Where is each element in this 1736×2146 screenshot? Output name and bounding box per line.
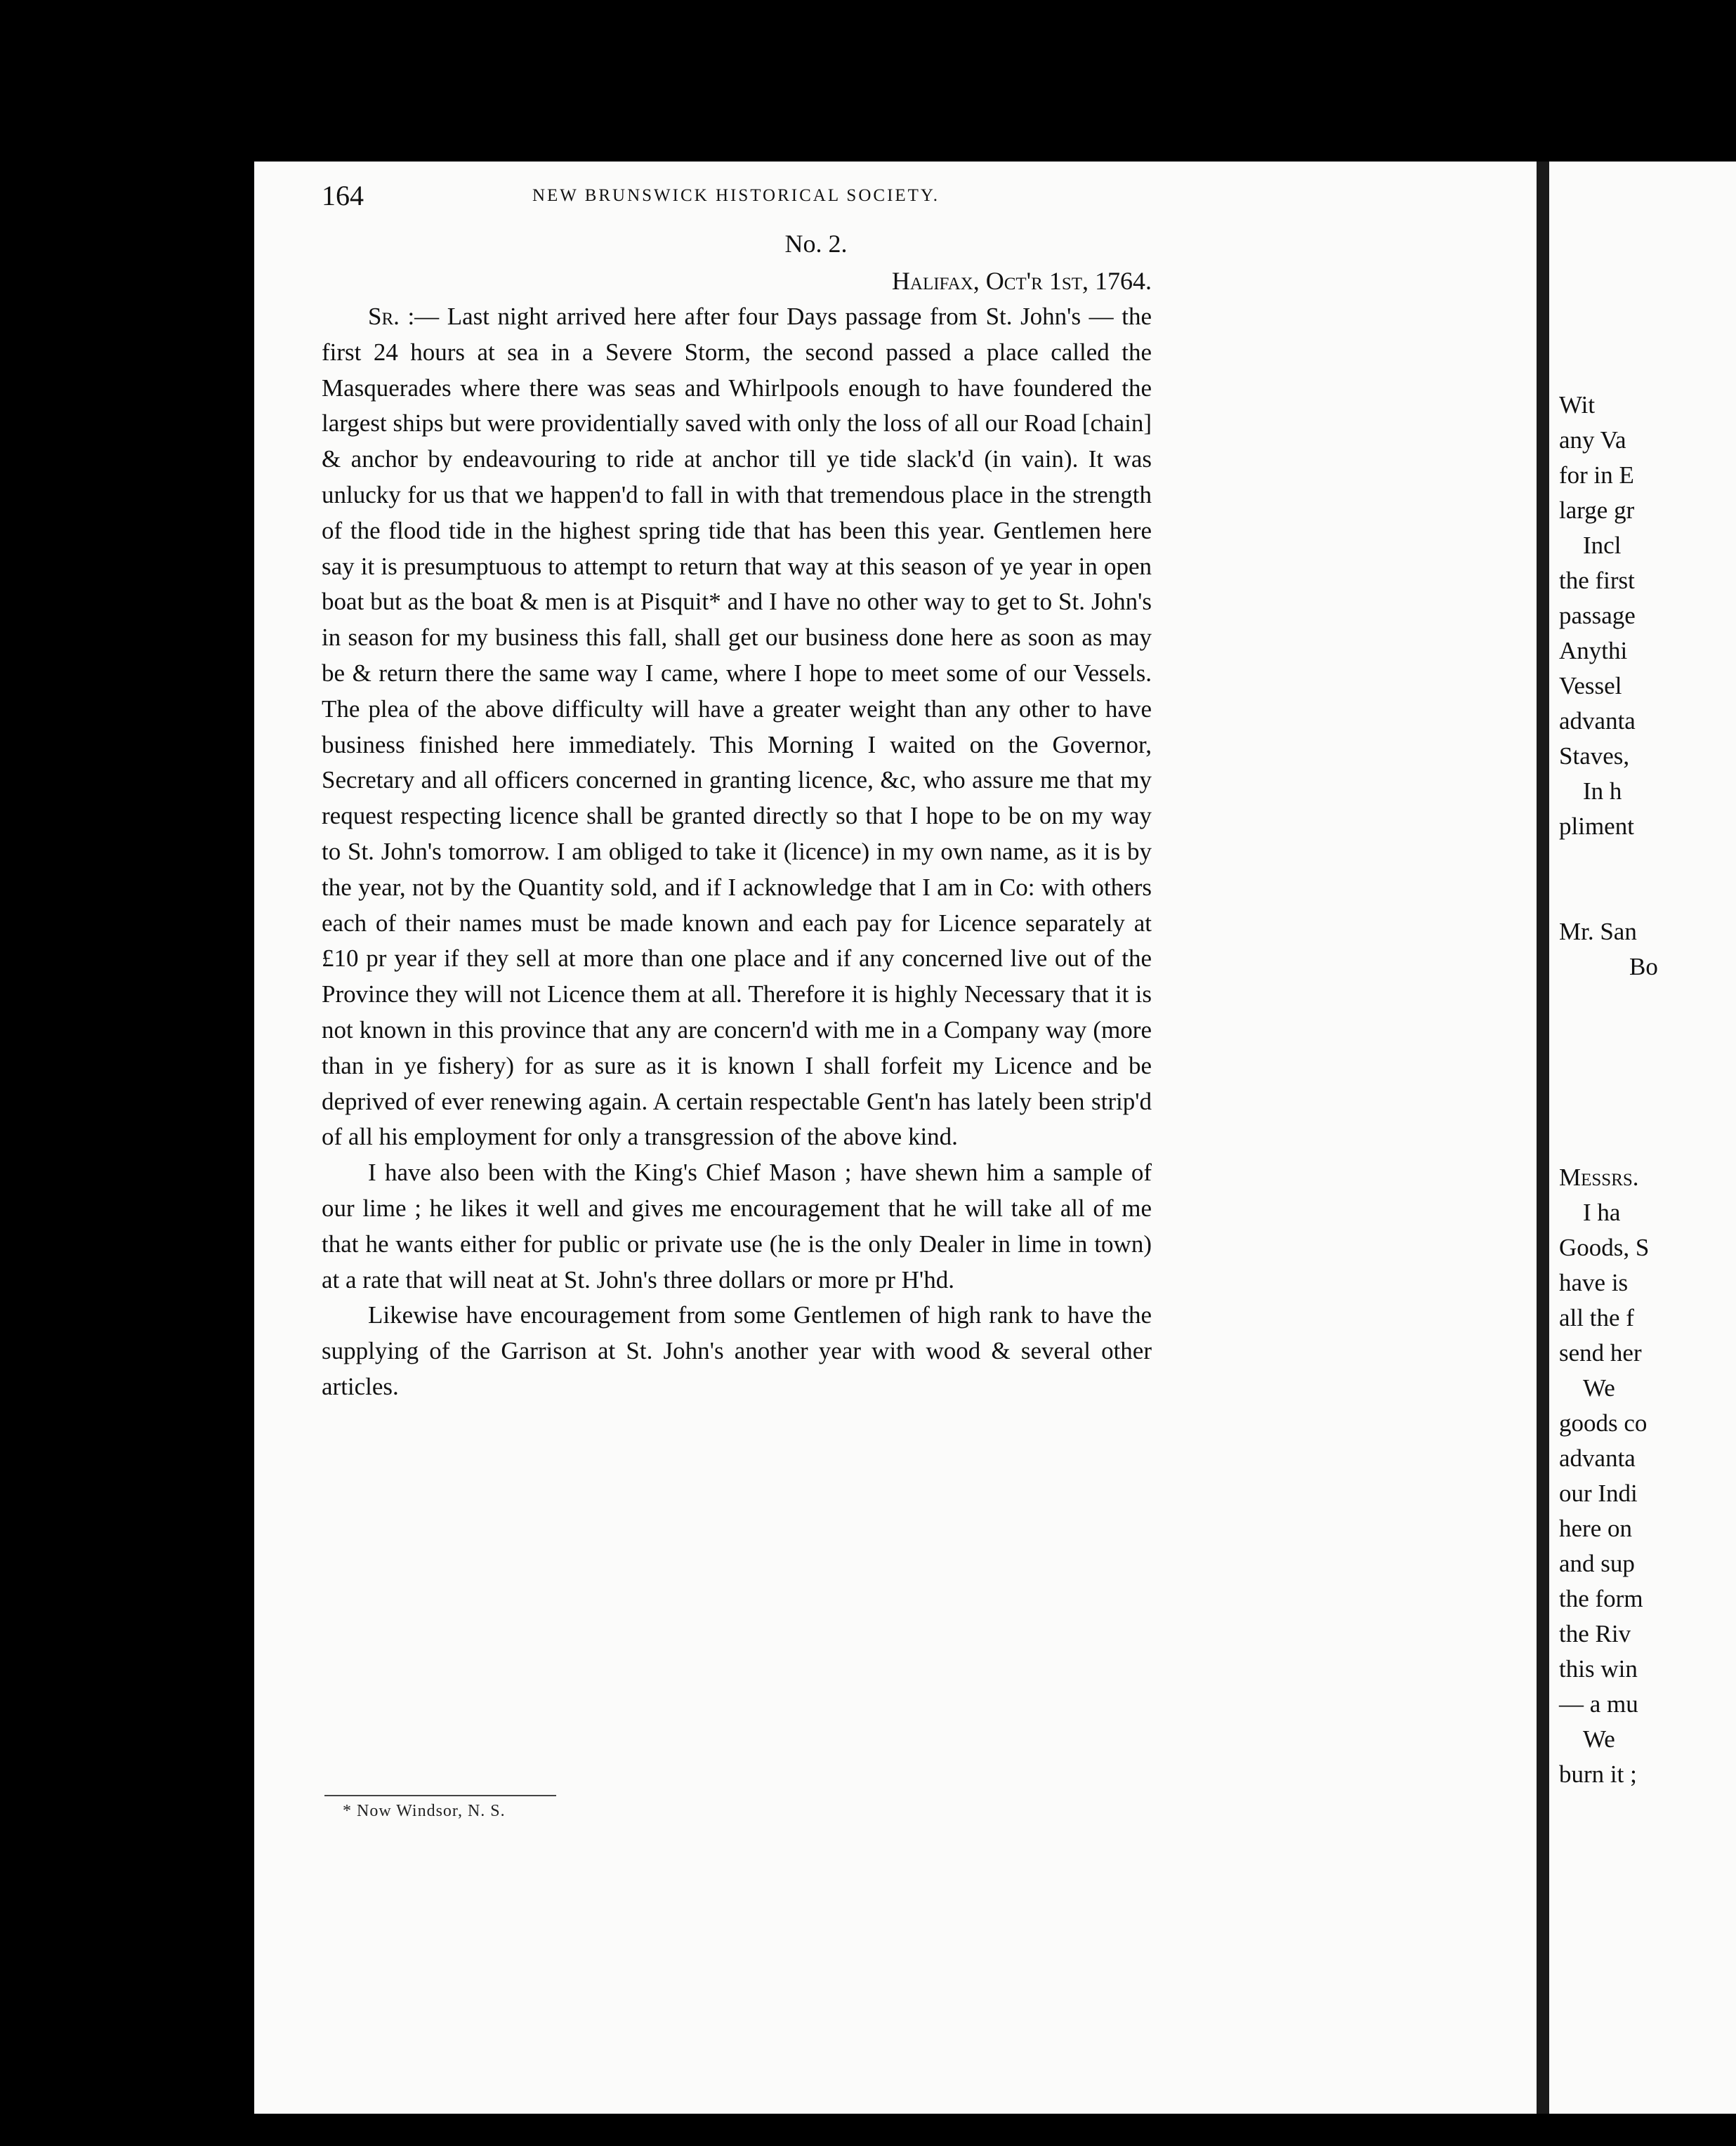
paragraph-1-text: :— Last night arrived here after four Days passage from St. John's — the first 24 hours at sea in a Severe Storm, the second passed a place called the Masquerades where there was seas and Whirlpools enough to have foundered the largest ships but were providentially saved with only the loss of all our Road [chain] & anchor by endeavouring to ride at anchor till ye tide slack'd (in vain). It was unlucky for us that we happen'd to fall in with that tremendous place in the strength of the flood tide in the highest spring tide that has been this year. Gentlemen here say it is presumptuous to attempt to return that way at this season of ye year in open boat but as the boat & men is at Pisquit* and I have no other way to get to St. John's in season for my business this fall, shall get our business done here as soon as may be & return there the same way I came, where I hope to meet some of our Vessels. The plea of the above difficulty will have a greater weight than any other to have business finished here immediately. This Morning I waited on the Governor, Secretary and all officers concerned in granting licence, &c, who assure me that my request respecting licence shall be granted directly so that I hope to be on my way to St. John's tomorrow. I am obliged to take it (licence) in my own name, as it is by the year, not by the Quantity sold, and if I acknowledge that I am in Co: with others each of their names must be made known and each pay for Licence separately at £10 pr year if they sell at more than one place and if any concerned live out of the Province they will not Licence them at all. Therefore it is highly Necessary that it is not known in this province that any are concern'd with me in a Company way (more than in ye fishery) for as sure as it is known I shall forfeit my Licence and be deprived of ever renewing again. A certain respectable Gent'n has lately been strip'd of all his employment for only a transgression of the above kind. <box>322 303 1152 1151</box>
facing-line: our Indi <box>1559 1480 1638 1507</box>
book-gutter <box>1537 162 1549 2114</box>
facing-line: here on <box>1559 1515 1632 1542</box>
journal-title: NEW BRUNSWICK HISTORICAL SOCIETY. <box>532 186 940 205</box>
facing-line: advanta <box>1559 707 1636 735</box>
facing-line: send her <box>1559 1339 1642 1367</box>
body-text <box>322 299 1152 1405</box>
facing-line: this win <box>1559 1655 1638 1683</box>
page-number: 164 <box>322 180 364 211</box>
paragraph-2: I have also been with the King's Chief Mason ; have shewn him a sample of our lime ; he likes it well and gives me encouragement that he will take all of me that he wants either for public or private use (he is the only Dealer in lime in town) at a rate that will neat at St. John's three dollars or more pr H'hd. <box>322 1159 1152 1293</box>
facing-line: Wit <box>1559 391 1596 419</box>
facing-line: advanta <box>1559 1444 1636 1472</box>
facing-line: the Riv <box>1559 1620 1631 1647</box>
facing-line: Goods, S <box>1559 1234 1650 1261</box>
facing-line: the first <box>1559 567 1635 594</box>
facing-line: for in E <box>1559 461 1634 489</box>
footnote-rule <box>324 1795 556 1796</box>
facing-line: and sup <box>1559 1550 1635 1577</box>
facing-line: burn it ; <box>1559 1760 1637 1788</box>
facing-line: — a mu <box>1559 1690 1638 1718</box>
facing-line: Anythi <box>1559 637 1628 664</box>
letter-number: No. 2. <box>784 230 848 258</box>
paragraph-1 <box>322 299 1152 1155</box>
facing-line: all the f <box>1559 1304 1634 1331</box>
facing-line: Vessel <box>1559 672 1622 699</box>
facing-line: have is <box>1559 1269 1629 1296</box>
facing-line: pliment <box>1559 812 1634 840</box>
facing-line: I ha <box>1583 1199 1621 1226</box>
facing-line: goods co <box>1559 1409 1648 1437</box>
facing-line: large gr <box>1559 496 1635 524</box>
facing-line: Incl <box>1583 532 1622 559</box>
facing-line: Mr. San <box>1559 918 1637 945</box>
dateline: Halifax, Oct'r 1st, 1764. <box>891 267 1152 295</box>
salutation: Sr. <box>368 303 400 330</box>
running-head <box>322 179 1150 214</box>
footnote: * Now Windsor, N. S. <box>343 1802 506 1820</box>
facing-line: In h <box>1583 777 1622 805</box>
facing-line: We <box>1583 1725 1615 1753</box>
letter-body <box>322 225 1152 1405</box>
paragraph-3: Likewise have encouragement from some Gentlemen of high rank to have the supplying of the Garrison at St. John's another year with wood & several other articles. <box>322 1301 1152 1400</box>
facing-line: Staves, <box>1559 742 1630 770</box>
facing-line: passage <box>1559 602 1636 629</box>
facing-line: Messrs. <box>1559 1164 1639 1191</box>
facing-line: We <box>1583 1374 1615 1402</box>
facing-line: Bo <box>1629 953 1658 980</box>
facing-line: the form <box>1559 1585 1643 1612</box>
facing-line: any Va <box>1559 426 1626 454</box>
facing-page <box>1549 162 1736 2114</box>
